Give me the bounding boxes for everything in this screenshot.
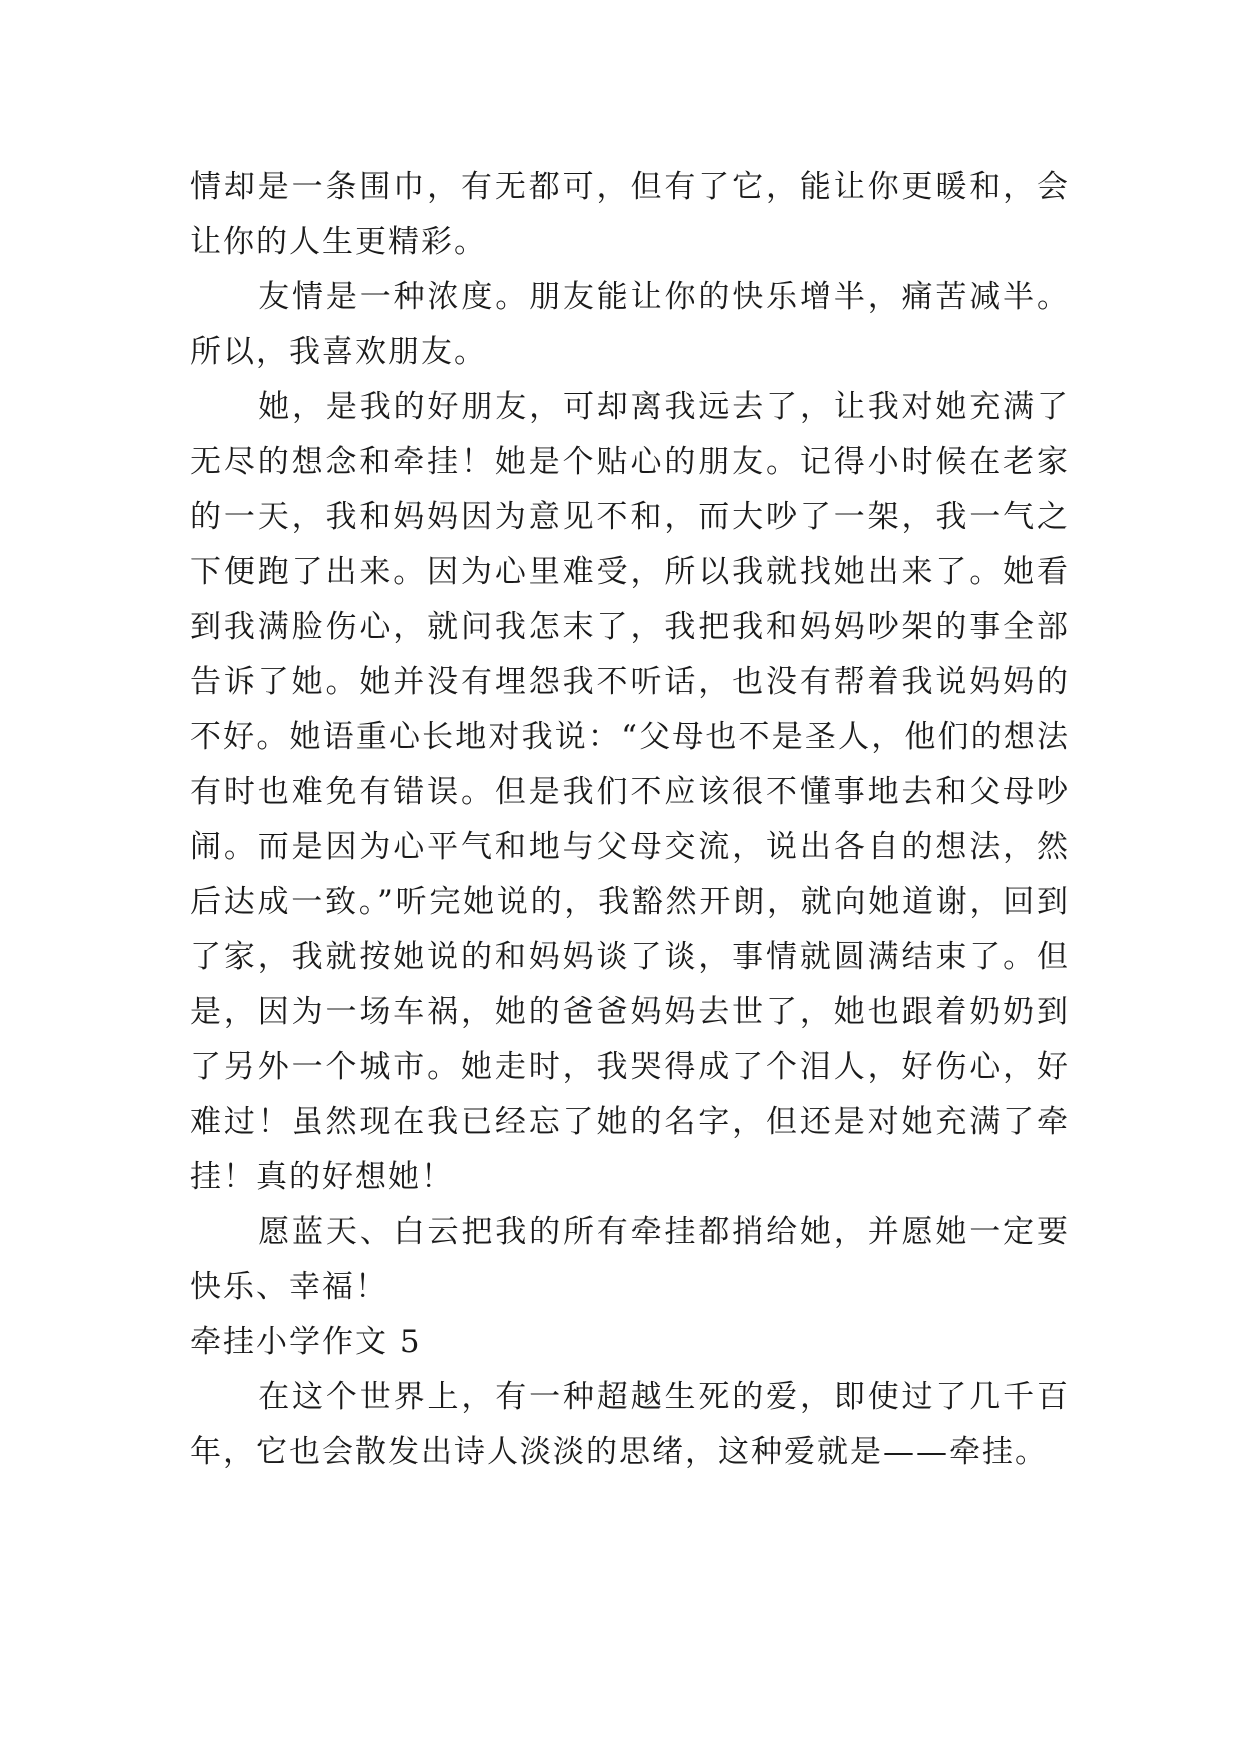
paragraph-friendship: 友情是一种浓度。朋友能让你的快乐增半，痛苦减半。所以，我喜欢朋友。 — [190, 279, 1070, 370]
paragraph-story: 她，是我的好朋友，可却离我远去了，让我对她充满了无尽的想念和牵挂！她是个贴心的朋友。记得小时候在老家的一天，我和妈妈因为意见不和，而大吵了一架，我一气之下便跑了出来。因为心里难受，所以我就找她出来了。她看到我满脸伤心，就问我怎末了，我把我和妈妈吵架的事全部告诉了她。她并没有埋怨我不听话，也没有帮着我说妈妈的不好。她语重心长地对我说：“父母也不是圣人，他们的想法有时也难免有错误。但是我们不应该很不懂事地去和父母吵闹。而是因为心平气和地与父母交流，说出各自的想法，然后达成一致。”听完她说的，我豁然开朗，就向她道谢，回到了家，我就按她说的和妈妈谈了谈，事情就圆满结束了。但是，因为一场车祸，她的爸爸妈妈去世了，她也跟着奶奶到了另外一个城市。她走时，我哭得成了个泪人，好伤心，好难过！虽然现在我已经忘了她的名字，但还是对她充满了牵挂！真的好想她！ — [190, 389, 1070, 1195]
paragraph-continuation: 情却是一条围巾，有无都可，但有了它，能让你更暖和，会让你的人生更精彩。 — [190, 169, 1070, 260]
document-page — [190, 160, 1070, 1480]
section-title: 牵挂小学作文 5 — [190, 1324, 422, 1360]
paragraph-section-intro: 在这个世界上，有一种超越生死的爱，即使过了几千百年，它也会散发出诗人淡淡的思绪，这种爱就是——牵挂。 — [190, 1379, 1070, 1470]
paragraph-wish: 愿蓝天、白云把我的所有牵挂都捎给她，并愿她一定要快乐、幸福！ — [190, 1214, 1070, 1305]
